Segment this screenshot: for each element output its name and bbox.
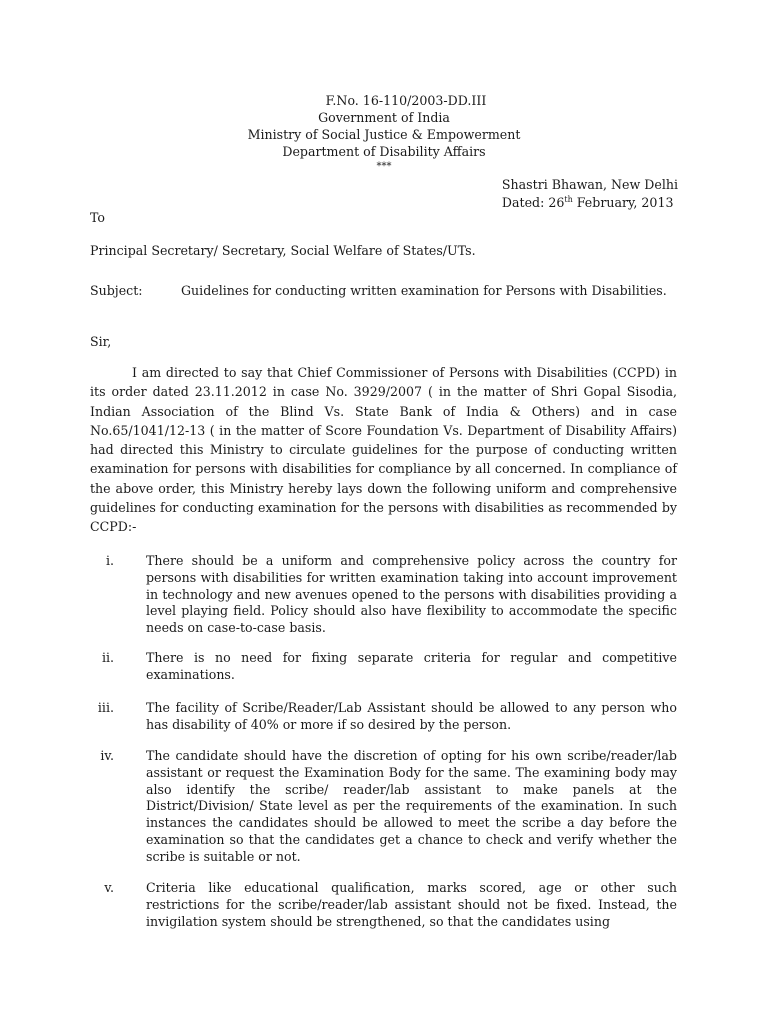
item-number: ii. [101,650,114,665]
date-line [502,194,678,212]
item-text: The facility of Scribe/Reader/Lab Assistant should be allowed to any person who has disability of 40% or more if so desired by the person. [146,700,677,732]
subject-text: Guidelines for conducting written examination for Persons with Disabilities. [181,283,667,298]
item-text: Criteria like educational qualification, marks scored, age or other such restrictions for the scribe/reader/lab assistant should not be fixed. Instead, the invigilation system should be strengthened, so that the candidates using [146,880,677,929]
date-prefix: Dated: 26 [501,195,565,210]
body-paragraph: I am directed to say that Chief Commissioner of Persons with Disabilities (CCPD) in its order dated 23.11.2012 in case No. 3929/2007 ( in the matter of Shri Gopal Sisodia, Indian Association of the Blind Vs. State Bank of India & Others) and in case No.65/1041/12-13 ( in the matter of Score Foundation Vs. Department of Disability Affairs) had directed this Ministry to circulate guidelines for the purpose of conducting written examination for persons with disabilities for compliance by all concerned. In compliance of the above order, this Ministry hereby lays down the following uniform and comprehensive guidelines for conducting examination for the persons with disabilities as recommended by CCPD:- [90,365,677,535]
item-number: i. [105,553,114,568]
separator-stars: *** [376,161,392,172]
item-number: iv. [100,748,114,763]
addressee: Principal Secretary/ Secretary, Social Welfare of States/UTs. [90,243,476,258]
item-text: The candidate should have the discretion of opting for his own scribe/reader/lab assistant or request the Examination Body for the same. The examining body may also identify the scribe/ reader/lab assistant to make panels at the District/Division/ State level as per the requirements of the examination. In such instances the candidates should be allowed to meet the scribe a day before the examination so that the candidates get a chance to check and verify whether the scribe is suitable or not. [146,748,677,864]
item-number: v. [104,880,114,895]
salutation: Sir, [90,334,112,349]
to-label: To [90,210,106,225]
subject-label: Subject: [90,283,143,298]
government-name: Government of India [318,110,450,125]
date-suffix: February, 2013 [572,195,674,210]
item-text: There should be a uniform and comprehensive policy across the country for persons with disabilities for written examination taking into account improvement in technology and new avenues opened to the persons with disabilities providing a level playing field. Policy should also have flexibility to accommodate the specific needs on case-to-case basis. [146,553,677,636]
ministry-name: Ministry of Social Justice & Empowerment [247,127,521,142]
location: Shastri Bhawan, New Delhi [501,177,678,192]
date-ordinal: th [564,195,573,204]
item-number: iii. [97,700,114,715]
letter-header [0,92,768,174]
item-text: There is no need for fixing separate criteria for regular and competitive examinations. [146,650,677,682]
file-number: F.No. 16-110/2003-DD.III [325,93,487,108]
place-and-date [502,176,678,212]
department-name: Department of Disability Affairs [282,144,486,159]
